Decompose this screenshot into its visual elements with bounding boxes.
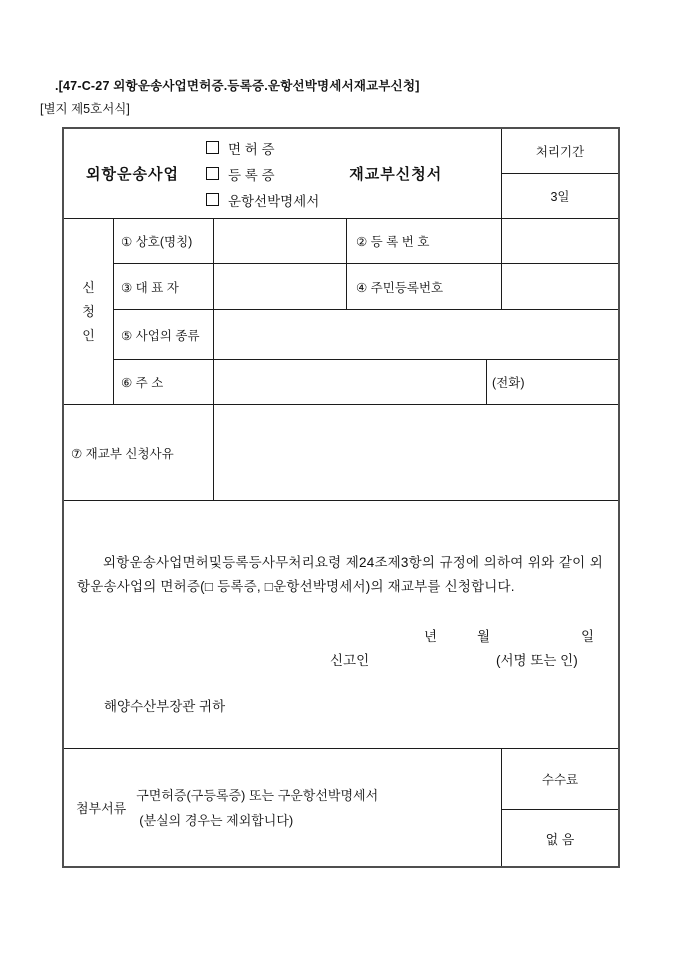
checkbox-square-icon[interactable] xyxy=(206,167,219,180)
statement-section xyxy=(64,501,618,749)
fee-label: 수수료 xyxy=(502,749,618,810)
attachment-fee-row xyxy=(64,749,618,866)
registration-number-label: ② 등 록 번 호 xyxy=(346,219,502,263)
address-label: ⑥ 주 소 xyxy=(114,360,214,404)
processing-period-column xyxy=(502,129,618,218)
date-day-label: 일 xyxy=(581,629,595,644)
fee-value: 없 음 xyxy=(545,831,575,847)
business-type-label: ⑤ 사업의 종류 xyxy=(114,310,214,359)
applicant-section xyxy=(64,219,618,405)
processing-period-label: 처리기간 xyxy=(502,129,618,174)
checkbox-square-icon[interactable] xyxy=(206,141,219,154)
form-title-cell xyxy=(64,129,502,218)
checkbox-square-icon[interactable] xyxy=(206,193,219,206)
registration-number-field[interactable] xyxy=(502,219,618,263)
company-name-label: ① 상호(명칭) xyxy=(114,219,214,263)
company-name-field[interactable] xyxy=(214,219,346,263)
statement-paragraph: 외항운송사업면허및등록등사무처리요령 제24조제3항의 규정에 의하여 위와 같이 외항운송사업의 면허증(□ 등록증, □운항선박명세서)의 재교부를 신청합니다. xyxy=(77,555,603,594)
table-row xyxy=(114,360,618,404)
date-year-label: 년 xyxy=(424,629,438,644)
address-field[interactable] xyxy=(214,360,486,404)
resident-id-label: ④ 주민등록번호 xyxy=(346,264,502,309)
form-reference-label: [별지 제5호서식] xyxy=(40,102,130,116)
checkbox-registration[interactable] xyxy=(206,164,319,184)
table-row xyxy=(114,219,618,264)
recipient-label: 해양수산부장관 귀하 xyxy=(104,699,226,714)
form-header-row xyxy=(64,129,618,219)
attachment-line-2: (분실의 경우는 제외합니다) xyxy=(139,812,294,828)
date-month-label: 월 xyxy=(477,629,491,644)
checkbox-license-label: 면 허 증 xyxy=(227,141,275,157)
document-code-title: .[47-C-27 외항운송사업면허증.등록증.운항선박명세서재교부신청] xyxy=(55,79,420,93)
business-type-field[interactable] xyxy=(214,310,618,359)
checkbox-vessel-spec-label: 운항선박명세서 xyxy=(227,193,320,209)
attachment-description xyxy=(136,783,378,833)
representative-field[interactable] xyxy=(214,264,346,309)
applicant-section-label: 신청인 xyxy=(82,279,95,343)
reissue-reason-label: ⑦ 재교부 신청사유 xyxy=(64,405,214,500)
declarant-label: 신고인 xyxy=(330,653,370,668)
applicant-section-label-cell xyxy=(64,219,114,404)
form-title: 재교부신청서 xyxy=(349,166,443,183)
checkbox-vessel-spec[interactable] xyxy=(206,190,319,210)
checkbox-license[interactable] xyxy=(206,138,319,158)
applicant-grid xyxy=(114,219,618,404)
table-row xyxy=(114,264,618,310)
processing-period-value: 3일 xyxy=(550,190,570,204)
attachment-label: 첨부서류 xyxy=(76,801,127,816)
signature-note: (서명 또는 인) xyxy=(496,653,578,668)
representative-label: ③ 대 표 자 xyxy=(114,264,214,309)
resident-id-field[interactable] xyxy=(502,264,618,309)
checkbox-registration-label: 등 록 증 xyxy=(227,167,275,183)
document-type-checkbox-group xyxy=(206,138,319,210)
phone-label[interactable]: (전화) xyxy=(486,360,618,404)
reissue-reason-row xyxy=(64,405,618,501)
table-row xyxy=(114,310,618,360)
attachment-cell xyxy=(64,749,502,866)
reissue-reason-field[interactable] xyxy=(214,405,618,500)
application-form-table xyxy=(62,127,620,868)
business-label: 외항운송사업 xyxy=(86,166,179,183)
fee-column xyxy=(502,749,618,866)
attachment-line-1: 구면허증(구등록증) 또는 구운항선박명세서 xyxy=(136,787,379,803)
